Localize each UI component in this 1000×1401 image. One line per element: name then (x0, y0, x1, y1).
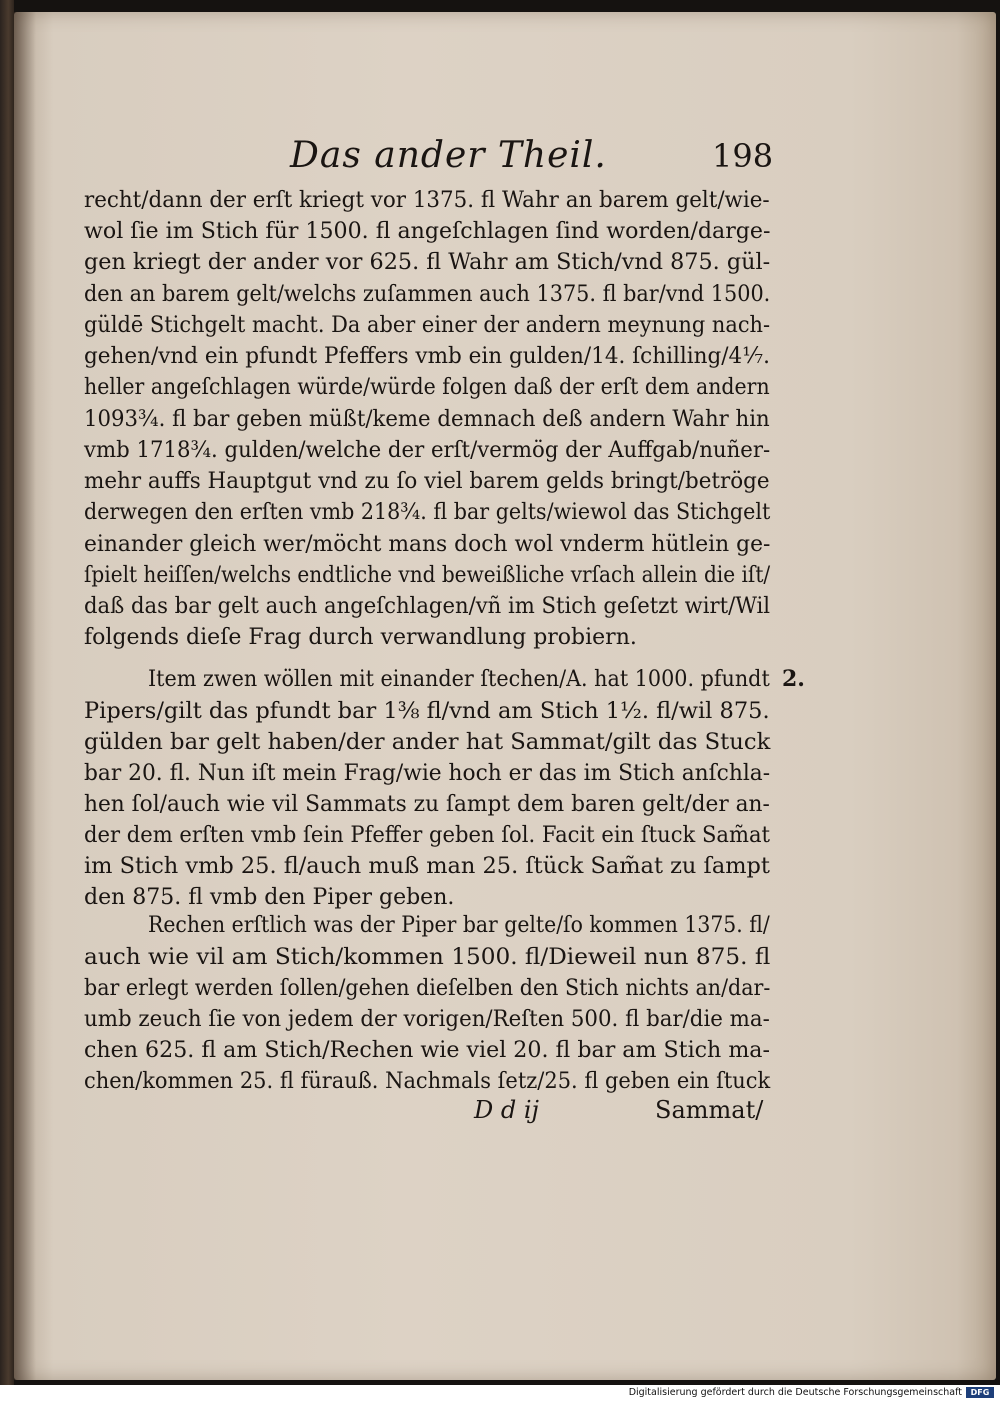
text-line: im Stich vmb 25. fl/auch muß man 25. ſtück Sam̃at zu ſampt (84, 854, 770, 879)
text-line: der dem erſten vmb ſein Pfeffer geben ſol. Facit ein ſtuck Sam̃at (84, 823, 770, 848)
page-number: 198 (712, 137, 774, 175)
text-line: gehen/vnd ein pfundt Pfeffers vmb ein gulden/14. ſchilling/4⅐. (84, 344, 770, 369)
text-line: mehr auffs Hauptgut vnd zu ſo viel barem gelds bringt/betröge (84, 469, 770, 494)
book-spine (0, 0, 14, 1385)
text-line: güldē Stichgelt macht. Da aber einer der andern meynung nach- (84, 313, 771, 338)
marginal-number: 2. (782, 666, 805, 692)
text-line: bar 20. fl. Nun iſt mein Frag/wie hoch er das im Stich anſchla- (84, 761, 771, 786)
text-line: vmb 1718¾. gulden/welche der erſt/vermög der Auffgab/nuñer- (84, 438, 771, 463)
catchword: Sammat/ (655, 1096, 764, 1124)
text-line: recht/dann der erſt kriegt vor 1375. fl Wahr an barem gelt/wie- (84, 188, 770, 213)
text-line: gülden bar gelt haben/der ander hat Sammat/gilt das Stuck (84, 730, 771, 755)
signature-mark: D d ij (474, 1096, 539, 1124)
text-line: derwegen den erſten vmb 218¾. fl bar gelts/wiewol das Stichgelt (84, 500, 771, 525)
dfg-logo: DFG (966, 1387, 994, 1398)
running-title: Das ander Theil. (290, 135, 607, 176)
gutter-shadow (14, 12, 36, 1380)
text-line: gen kriegt der ander vor 625. fl Wahr am Stich/vnd 875. gül- (84, 250, 771, 275)
text-line: daß das bar gelt auch angeſchlagen/vñ im Stich geſetzt wirt/Wil (84, 594, 771, 619)
text-line: chen/kommen 25. fl fürauß. Nachmals ſetz/25. fl geben ein ſtuck (84, 1069, 771, 1094)
text-line: Item zwen wöllen mit einander ſtechen/A. hat 1000. pfundt (148, 667, 770, 692)
footer-bar (0, 1385, 1000, 1401)
text-line: auch wie vil am Stich/kommen 1500. fl/Dieweil nun 875. fl (84, 945, 771, 970)
text-line: heller angeſchlagen würde/würde folgen daß der erſt dem andern (84, 375, 770, 400)
text-line: den an barem gelt/welchs zuſammen auch 1375. fl bar/vnd 1500. (84, 282, 771, 307)
text-line: umb zeuch ſie von jedem der vorigen/Reſten 500. fl bar/die ma- (84, 1007, 770, 1032)
funding-notice: Digitalisierung gefördert durch die Deutsche Forschungsgemeinschaft (628, 1387, 962, 1398)
text-line: folgends dieſe Frag durch verwandlung probiern. (84, 625, 637, 650)
text-line: ſpielt heiſſen/welchs endtliche vnd beweißliche vrſach allein die iſt/ (84, 563, 771, 588)
text-line: Rechen erſtlich was der Piper bar gelte/ſo kommen 1375. fl/ (148, 913, 770, 938)
text-line: einander gleich wer/möcht mans doch wol vnderm hütlein ge- (84, 532, 771, 557)
text-line: 1093¾. fl bar geben müßt/keme demnach deß andern Wahr hin (84, 407, 770, 432)
text-line: chen 625. fl am Stich/Rechen wie viel 20. fl bar am Stich ma- (84, 1038, 770, 1063)
text-line: bar erlegt werden ſollen/gehen dieſelben den Stich nichts an/dar- (84, 976, 771, 1001)
text-line: den 875. fl vmb den Piper geben. (84, 885, 455, 910)
text-line: Pipers/gilt das pfundt bar 1⅜ fl/vnd am Stich 1½. fl/wil 875. (84, 699, 770, 724)
text-line: hen ſol/auch wie vil Sammats zu ſampt dem baren gelt/der an- (84, 792, 770, 817)
text-line: wol ſie im Stich für 1500. fl angeſchlagen ſind worden/darge- (84, 219, 771, 244)
